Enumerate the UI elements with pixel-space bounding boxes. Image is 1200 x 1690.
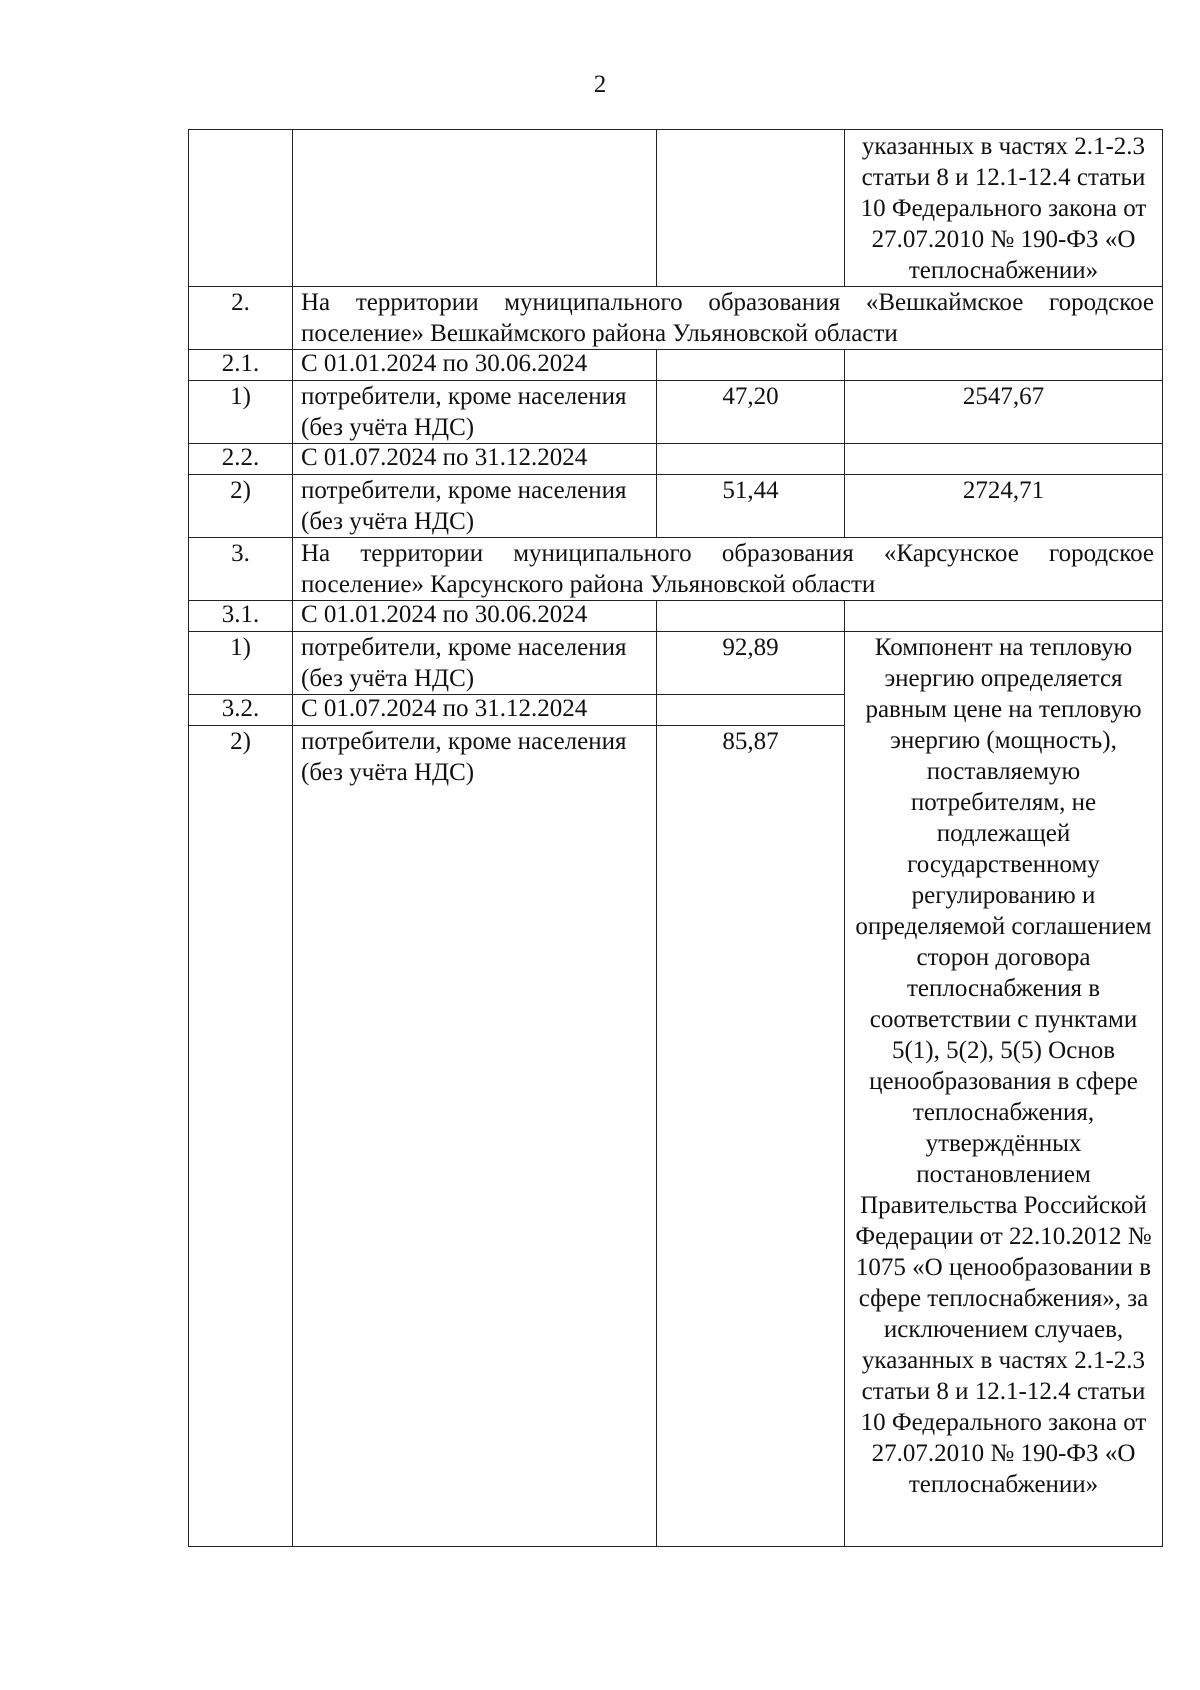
consumer-label: потребители, кроме населения (без учёта НДС) xyxy=(293,475,657,538)
period-2-2-row xyxy=(189,444,1163,475)
period-2-1-label: С 01.01.2024 по 30.06.2024 xyxy=(293,350,657,381)
tariff-value: 85,87 xyxy=(657,726,845,1547)
period-2-1-number: 2.1. xyxy=(189,350,293,381)
row-number: 2) xyxy=(189,475,293,538)
row-number: 1) xyxy=(189,632,293,695)
consumer-cell xyxy=(293,130,657,287)
section-3-number: 3. xyxy=(189,538,293,601)
section-2-territory: На территории муниципального образования «Вешкаймское городское поселение» Вешкаймского района Ульяновской области xyxy=(293,287,1163,350)
section-2-row xyxy=(189,287,1163,350)
value-cell xyxy=(657,601,845,632)
period-3-1-row xyxy=(189,601,1163,632)
row-number: 2) xyxy=(189,726,293,1547)
period-2-2-label: С 01.07.2024 по 31.12.2024 xyxy=(293,444,657,475)
period-2-2-number: 2.2. xyxy=(189,444,293,475)
section-3-row xyxy=(189,538,1163,601)
value-cell xyxy=(657,350,845,381)
tariff-table xyxy=(188,129,1163,1547)
tariff-value-2: 2724,71 xyxy=(845,475,1163,538)
value-cell xyxy=(845,601,1163,632)
tariff-value: 47,20 xyxy=(657,381,845,444)
tariff-value: 51,44 xyxy=(657,475,845,538)
continuation-note: указанных в частях 2.1-2.3 статьи 8 и 12.1-12.4 статьи 10 Федерального закона от 27.07.2010 № 190-ФЗ «О теплоснабжении» xyxy=(845,130,1163,287)
value-cell xyxy=(657,444,845,475)
value-cell xyxy=(845,350,1163,381)
row-number: 1) xyxy=(189,381,293,444)
table-row-2-1-consumers xyxy=(189,381,1163,444)
consumer-label: потребители, кроме населения (без учёта НДС) xyxy=(293,632,657,695)
value-cell xyxy=(657,695,845,726)
period-3-2-number: 3.2. xyxy=(189,695,293,726)
section-2-number: 2. xyxy=(189,287,293,350)
value-cell xyxy=(657,130,845,287)
consumer-label: потребители, кроме населения (без учёта НДС) xyxy=(293,381,657,444)
table-row-continuation xyxy=(189,130,1163,287)
period-3-2-label: С 01.07.2024 по 31.12.2024 xyxy=(293,695,657,726)
tariff-value-2: 2547,67 xyxy=(845,381,1163,444)
period-2-1-row xyxy=(189,350,1163,381)
page-number: 2 xyxy=(593,71,607,98)
table-row-2-2-consumers xyxy=(189,475,1163,538)
value-cell xyxy=(845,444,1163,475)
period-3-1-label: С 01.01.2024 по 30.06.2024 xyxy=(293,601,657,632)
tariff-value: 92,89 xyxy=(657,632,845,695)
table-row-3-1-consumers xyxy=(189,632,1163,695)
consumer-label: потребители, кроме населения (без учёта НДС) xyxy=(293,726,657,1547)
row-number-cell xyxy=(189,130,293,287)
component-note: Компонент на тепловую энергию определяется равным цене на тепловую энергию (мощность), поставляемую потребителям, не подлежащей государственному регулированию и определяемой соглашением сторон договора теплоснабжения в соответствии с пунктами 5(1), 5(2), 5(5) Основ ценообразования в сфере теплоснабжения, утверждённых постановлением Правительства Российской Федерации от 22.10.2012 № 1075 «О ценообразовании в сфере теплоснабжения», за исключением случаев, указанных в частях 2.1-2.3 статьи 8 и 12.1-12.4 статьи 10 Федерального закона от 27.07.2010 № 190-ФЗ «О теплоснабжении» xyxy=(845,632,1163,1547)
period-3-1-number: 3.1. xyxy=(189,601,293,632)
section-3-territory: На территории муниципального образования «Карсунское городское поселение» Карсунского района Ульяновской области xyxy=(293,538,1163,601)
